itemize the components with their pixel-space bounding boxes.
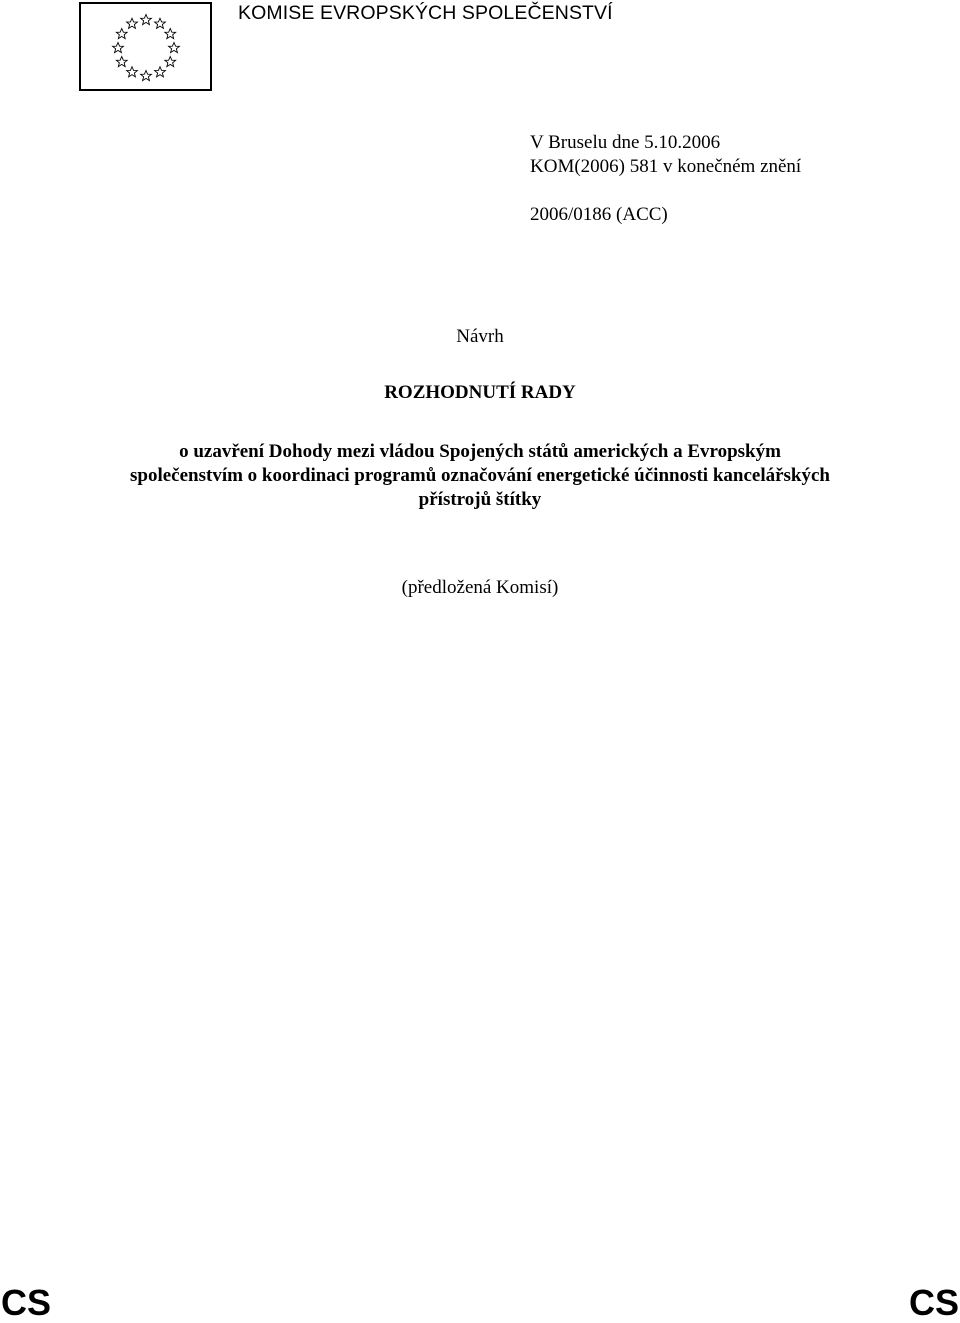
procedure-number: 2006/0186 (ACC)	[530, 204, 668, 225]
star-icon	[141, 15, 152, 25]
document-title: ROZHODNUTÍ RADY	[384, 382, 576, 403]
star-icon	[116, 57, 127, 67]
subject-line: společenstvím o koordinaci programů označování energetické účinnosti kancelářských	[130, 465, 830, 486]
star-icon	[116, 29, 127, 39]
document-reference: KOM(2006) 581 v konečném znění	[530, 156, 802, 177]
star-icon	[155, 18, 166, 28]
eu-logo	[79, 2, 212, 91]
document-subject	[0, 440, 960, 512]
star-icon	[169, 43, 180, 53]
subject-line: o uzavření Dohody mezi vládou Spojených států amerických a Evropským	[179, 441, 781, 462]
star-icon	[141, 71, 152, 81]
document-date: V Bruselu dne 5.10.2006	[530, 132, 721, 153]
language-code-right: CS	[908, 1282, 959, 1323]
language-code-left: CS	[1, 1282, 52, 1323]
star-icon	[113, 43, 124, 53]
star-icon	[127, 18, 138, 28]
star-icon	[165, 29, 176, 39]
submitted-by: (předložená Komisí)	[401, 577, 559, 598]
document-type: Návrh	[456, 326, 504, 347]
star-icon	[127, 67, 138, 77]
star-icon	[165, 57, 176, 67]
star-icon	[155, 67, 166, 77]
organization-title: KOMISE EVROPSKÝCH SPOLEČENSTVÍ	[238, 2, 613, 24]
eu-flag-stars-icon	[81, 4, 210, 89]
subject-line: přístrojů štítky	[418, 489, 542, 510]
